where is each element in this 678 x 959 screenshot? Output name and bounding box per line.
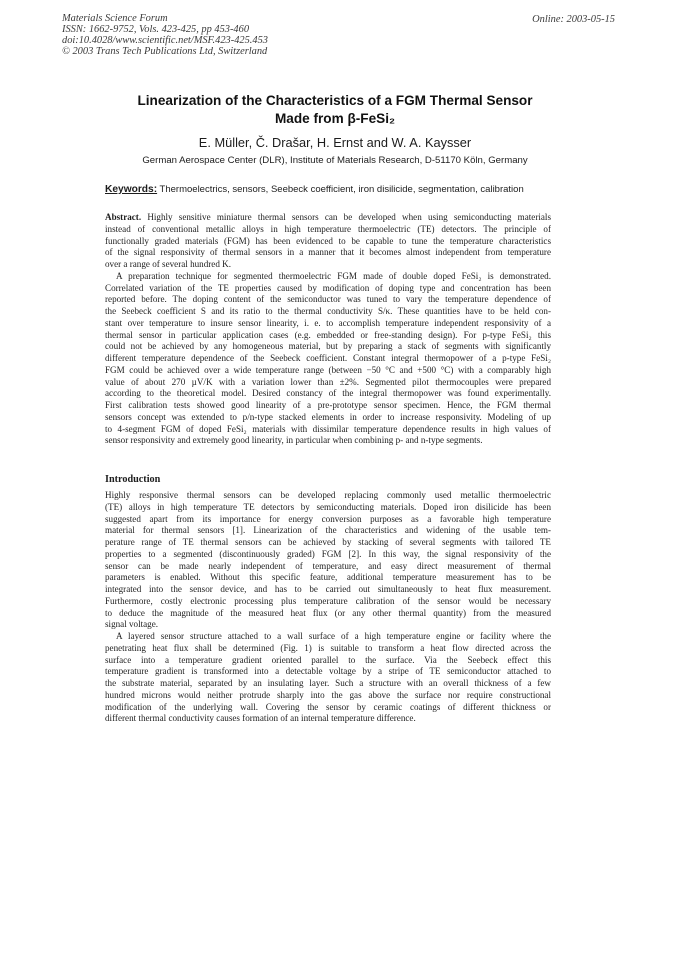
abstract-line: sensor responsivity and extremely good linearity, in particular when combining p- and n-type segments.: [105, 435, 483, 446]
intro-line: surface into a temperature gradient oriented parallel to the surface. Via the Seebeck effect this: [105, 654, 551, 665]
abstract-line: A preparation technique for segmented thermoelectric FGM made of double doped FeSi₂ is demonstrated.: [116, 270, 551, 281]
abstract-line: sensors concept was extended to p/n-type stacked elements in order to increase responsivity. Modeling of up: [105, 411, 551, 422]
intro-line: sensor can be made nearly independent of temperature, and easy direct measurement of thermal: [105, 560, 551, 571]
abstract-line: [105, 212, 551, 224]
intro-line: suggested apart from its importance for energy conversion purposes as a favorable high temperature: [105, 513, 551, 524]
abstract-text: Highly sensitive miniature thermal sensors can be developed when using semiconducting materials: [141, 212, 551, 222]
abstract-line: reported before. The doping content of the semiconductor was tuned to vary the temperature dependence of: [105, 294, 551, 305]
intro-line: temperature gradient is transformed into a detectable voltage by a stripe of TE semiconductor attached to: [105, 666, 551, 677]
abstract-line: over a range of several hundred K.: [105, 259, 231, 269]
intro-line: material for thermal sensors [1]. Linearization of the characteristics and widening of the usable tem-: [105, 525, 551, 536]
doi-link[interactable]: doi:10.4028/www.scientific.net/MSF.423-425.453: [62, 34, 268, 46]
intro-line: Furthermore, costly electronic processing plus temperature calibration of the sensor would be necessary: [105, 595, 551, 606]
abstract-line: of the signal responsivity of thermal sensors in a manner that it becomes almost independent from temperature: [105, 247, 551, 258]
abstract-line: stant over temperature to insure sensor linearity, i. e. to accomplish temperature independent responsivity of a: [105, 317, 551, 328]
intro-line: to deduce the magnitude of the measured heat flux (or any other thermal quantity) from the measured: [105, 607, 551, 618]
abstract-line: the Seebeck coefficient S and its ratio to the thermal conductivity S/κ. These quantities have to be held con-: [105, 306, 551, 316]
title-line: Made from β-FeSi₂: [274, 111, 396, 126]
intro-line: (TE) alloys in high temperature TE detectors by semiconducting materials. Doped iron disilicide has been: [105, 501, 551, 512]
title-line: Linearization of the Characteristics of a FGM Thermal Sensor: [137, 93, 533, 108]
issn-line: ISSN: 1662-9752, Vols. 423-425, pp 453-460: [62, 23, 250, 35]
introduction-section: [105, 490, 551, 725]
journal-name: Materials Science Forum: [62, 13, 168, 24]
intro-line: modification of the underlying wall. Covering the sensor by ceramic coatings of different thickness or: [105, 701, 551, 712]
intro-line: penetrating heat flux shall be determined (Fig. 1) is suitable to transform a heat flow directed across the: [105, 642, 551, 653]
introduction-heading: Introduction: [105, 474, 161, 485]
journal-citation: [62, 14, 392, 58]
intro-line: signal voltage.: [105, 619, 159, 630]
abstract-line: thermal sensor in particular application cases (e.g. embedded or free-standing design). For p-type FeSi₂ this: [105, 329, 551, 340]
keywords-line: [105, 184, 565, 196]
abstract-line: to 4-segment FGM of doped FeSi₂ materials with dissimilar temperature dependence results in high values of: [105, 423, 551, 434]
abstract-line: FGM could be achieved over a wide temperature range (between −50 °C and +500 °C) with a comparably high: [105, 364, 551, 375]
abstract-line: could not be achieved by any homogeneous material, but by preparing a stack of segments with significantly: [105, 341, 551, 352]
paper-title: [90, 92, 580, 128]
intro-line: A layered sensor structure attached to a wall surface of a high temperature engine or facility where the: [116, 631, 551, 641]
affiliation: German Aerospace Center (DLR), Institute of Materials Research, D-51170 Köln, Germany: [142, 155, 528, 166]
intro-line: the substrate material, separated by an insulating layer. Such a structure with an overall thickness of a few: [105, 678, 551, 688]
abstract-line: instead of conventional metallic alloys in high temperature thermoelectric (TE) detectors. The principle of: [105, 223, 551, 234]
abstract-section: [105, 212, 551, 447]
online-date: Online: 2003-05-15: [532, 14, 615, 25]
keywords-label: Keywords:: [105, 184, 158, 195]
intro-line: hundred microns would neither protrude sharply into the gas above the surface nor require constructional: [105, 689, 551, 700]
abstract-line: First calibration tests showed good linearity of a pre-prototype sensor specimen. Hence, the FGM thermal: [105, 400, 551, 410]
abstract-line: according to the theoretical model. Desired constancy of the integral thermopower was found experimentally.: [105, 388, 551, 399]
abstract-line: different temperature dependence of the Seebeck coefficient. Constant integral thermopower of a p-type FeSi₂: [105, 353, 551, 363]
intro-line: Highly responsive thermal sensors can be developed replacing commonly used metallic thermoelectric: [105, 490, 551, 500]
intro-line: perature range of TE thermal sensors can be achieved by stacking of several segments with tailored TE: [105, 537, 551, 547]
abstract-line: value of about 270 µV/K with a variation lower than ±2%. Segmented pilot thermocouples were prepared: [105, 376, 551, 387]
author-list: E. Müller, Č. Drašar, H. Ernst and W. A. Kaysser: [198, 135, 472, 150]
intro-line: integrated into the sensor device, and has to be carried out simultaneously to heat flux measurement.: [105, 584, 551, 594]
abstract-label: Abstract.: [105, 212, 142, 222]
intro-line: properties to a segmented (discontinuously graded) FGM [2]. In this way, the signal responsivity of the: [105, 548, 551, 559]
intro-line: parameters is enabled. Without this specific feature, additional temperature measurement has to be: [105, 572, 551, 583]
abstract-line: functionally graded materials (FGM) has been evidenced to be capable to tune the temperature characteristics: [105, 235, 551, 246]
intro-line: different thermal conductivity causes formation of an internal temperature difference.: [105, 713, 416, 724]
keywords-text: Thermoelectrics, sensors, Seebeck coefficient, iron disilicide, segmentation, calibration: [157, 184, 524, 195]
copyright-line: © 2003 Trans Tech Publications Ltd, Switzerland: [62, 45, 268, 57]
abstract-line: Correlated variation of the TE properties caused by modification of doping type and concentration has been: [105, 282, 551, 293]
